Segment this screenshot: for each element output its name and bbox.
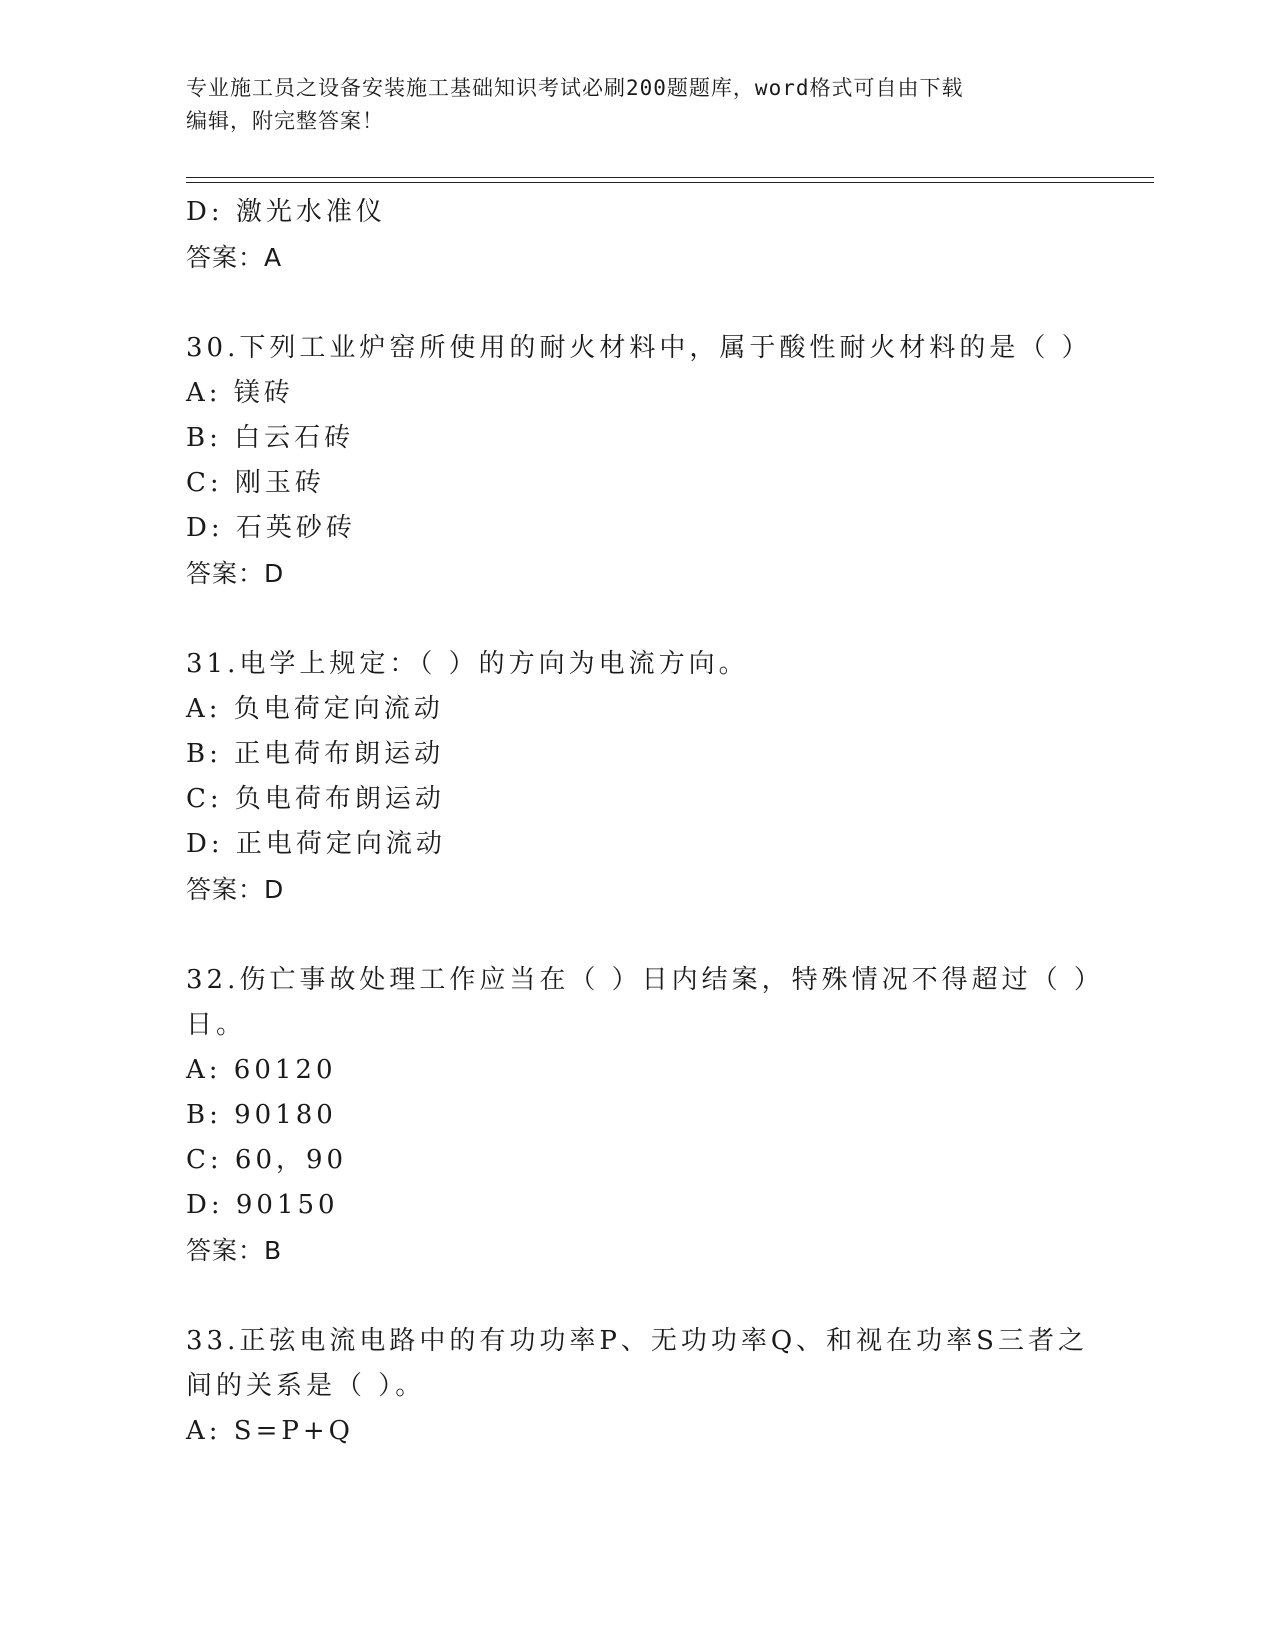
- question-30: [186, 326, 1092, 596]
- document-header: [186, 72, 1066, 138]
- question-content: [186, 190, 1104, 1454]
- question-32: [186, 958, 1104, 1273]
- option-d: D: 石英砂砖: [186, 513, 356, 543]
- answer-label: 答案：D: [186, 559, 285, 588]
- header-divider-bottom: [186, 182, 1154, 183]
- header-line-1: 专业施工员之设备安装施工基础知识考试必刷200题题库，word格式可自由下载: [186, 76, 964, 100]
- answer-label: 答案：A: [186, 243, 283, 272]
- option-c: C: 60，90: [186, 1145, 348, 1175]
- option-a: A: 镁砖: [186, 378, 294, 408]
- option-b: B: 白云石砖: [186, 423, 355, 453]
- question-stem: 30.下列工业炉窑所使用的耐火材料中，属于酸性耐火材料的是（ ）: [186, 333, 1092, 363]
- option-d: D: 激光水准仪: [186, 197, 386, 227]
- option-c: C: 负电荷布朗运动: [186, 784, 445, 814]
- answer-label: 答案：D: [186, 875, 285, 904]
- header-divider-top: [186, 177, 1154, 178]
- question-33: [186, 1319, 1086, 1454]
- question-stem-line-2: 日。: [186, 1010, 247, 1040]
- option-c: C: 刚玉砖: [186, 468, 325, 498]
- option-d: D: 正电荷定向流动: [186, 829, 446, 859]
- option-d: D: 90150: [186, 1190, 339, 1220]
- question-stem: 31.电学上规定：（ ）的方向为电流方向。: [186, 649, 749, 679]
- question-stem-line-1: 33.正弦电流电路中的有功功率P、无功功率Q、和视在功率S三者之: [186, 1326, 1088, 1356]
- question-stem-line-2: 间的关系是（ ）。: [186, 1371, 426, 1401]
- option-a: A: 负电荷定向流动: [186, 694, 444, 724]
- answer-label: 答案：B: [186, 1236, 283, 1265]
- header-line-2: 编辑，附完整答案！: [186, 109, 384, 133]
- question-stem-line-1: 32.伤亡事故处理工作应当在（ ）日内结案，特殊情况不得超过（ ）: [186, 965, 1104, 995]
- option-a: A: 60120: [186, 1055, 337, 1085]
- option-a: A: S=P+Q: [186, 1416, 354, 1446]
- option-b: B: 正电荷布朗运动: [186, 739, 445, 769]
- option-b: B: 90180: [186, 1100, 337, 1130]
- question-31: [186, 642, 1086, 912]
